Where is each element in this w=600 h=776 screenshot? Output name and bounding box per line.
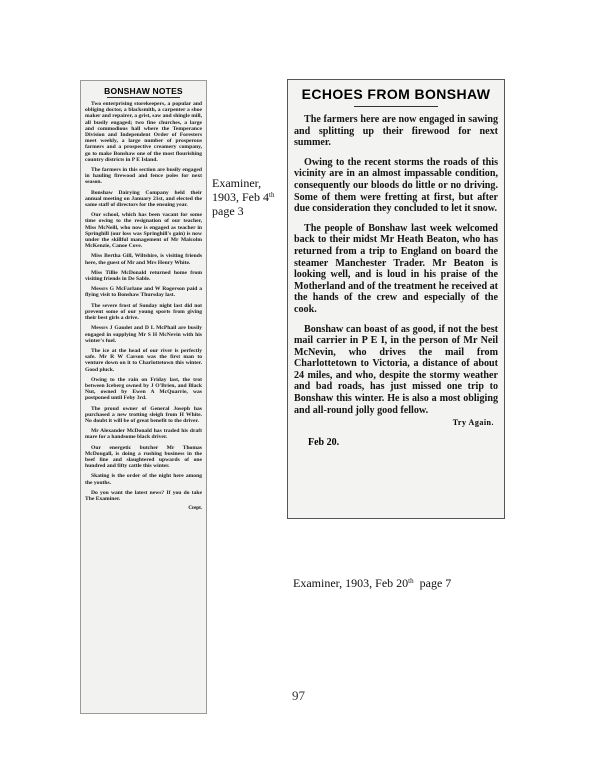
article-paragraph: The severe frost of Sunday night last did not prevent some of our young sports from giving their best girls a drive.	[85, 302, 202, 322]
article-paragraph: Our school, which has been vacant for some time owing to the resignation of our teacher, Miss McNeill, who now is engaged as teacher in Springhill (our loss was Springhill's gain) is now under the skillful management of Mr Malcolm McKenzie, Canoe Cove.	[85, 212, 202, 250]
article-paragraph: Owing to the rain on Friday last, the trot between Iceberg owned by J O'Brien, and Black Nut, owned by Ewen A McQuarrie, was postponed until Feby 3rd.	[85, 376, 202, 402]
caption-date: Examiner, 1903, Feb 20	[293, 576, 409, 590]
caption-line: page 3	[212, 204, 244, 218]
newspaper-clipping-bonshaw-notes	[80, 80, 207, 714]
article-paragraph: The proud owner of General Joseph has purchased a new trotting sleigh from H White. No doubt it will be of great benefit to the driver.	[85, 405, 202, 424]
caption-page: page 7	[413, 576, 452, 590]
newspaper-clipping-echoes-from-bonshaw	[287, 79, 505, 519]
title-rule	[354, 106, 438, 107]
article-paragraph: Miss Bertha Gill, Wiltshire, is visiting friends here, the guest of Mr and Mrs Henry White.	[85, 253, 202, 266]
article-paragraph: Skating is the order of the night here among the youths.	[85, 473, 202, 486]
caption-ordinal: th	[408, 577, 414, 585]
clipping-date: Feb 20.	[308, 437, 340, 449]
page-number: 97	[292, 688, 305, 703]
caption-line: Examiner,	[212, 176, 262, 190]
clipping-title: BONSHAW NOTES	[104, 86, 183, 96]
article-paragraph: Two enterprising storekeepers, a popular and obliging doctor, a blacksmith, a carpenter a shoe maker and repairer, a grist, saw and shingle mill, all busily engaged; two fine churches, a large and commodious hall where the Temperance Division and Independent Order of Foresters meet weekly, a large number of prosperous farmers and a prospective creamery company, go to make Bonshaw one of the most flourishing country districts in P E Island.	[85, 101, 202, 163]
article-paragraph: Messrs J Gaudet and D L McPhail are busily engaged in supplying Mr S H McNevin with his winter's fuel.	[85, 325, 202, 344]
caption-examiner-feb-20	[293, 576, 513, 590]
clipping-title: ECHOES FROM BONSHAW	[301, 86, 491, 102]
article-paragraph: The farmers in this section are busily engaged in hauling firewood and fence poles for next season.	[85, 167, 202, 186]
clipping-signature: Try Again.	[452, 418, 494, 428]
caption-line	[212, 190, 284, 204]
article-paragraph: Bonshaw can boast of as good, if not the best mail carrier in P E I, in the person of Mr Neil McNevin, who drives the mail from Charlottetown to Victoria, a distance of about 24 miles, and who, despite the stormy weather and bad roads, has just missed one trip to Bonshaw this winter. He is also a most obliging and all-round jolly good fellow.	[294, 323, 498, 416]
article-paragraph: The farmers here are now engaged in sawing and splitting up their firewood for next summer.	[294, 114, 498, 149]
article-paragraph: Bonshaw Dairying Company held their annual meeting on January 21st, and elected the same staff of directors for the ensuing year.	[85, 189, 202, 209]
caption-examiner-feb-4	[212, 176, 284, 218]
article-paragraph: Do you want the latest news? If you do take The Examiner.	[85, 489, 202, 502]
article-paragraph: Owing to the recent storms the roads of this vicinity are in an almost impassable condition, consequently our bloods do little or no driving. Some of them were fretting at first, but after due consideration they concluded to let it snow.	[294, 156, 498, 215]
title-rule	[107, 97, 180, 98]
clipping-signature: Crept.	[188, 506, 202, 512]
article-paragraph: Mr Alexander McDonald has traded his draft mare for a handsome black driver.	[85, 428, 202, 441]
article-paragraph: The people of Bonshaw last week welcomed back to their midst Mr Heath Beaton, who has returned from a trip to England on board the steamer Manchester Trader. Mr Beaton is looking well, and is loud in his praise of the Motherland and of the treatment he received at the hands of the crew and especially of the cook.	[294, 222, 498, 315]
caption-date: 1903, Feb 4	[212, 190, 269, 204]
article-paragraph: Miss Tillie McDonald returned home from visiting friends in De Sable.	[85, 269, 202, 283]
caption-ordinal: th	[269, 191, 275, 199]
article-paragraph: Our energetic butcher Mr Thomas McDougall, is doing a rushing business in the beef line and slaughtered upwards of one hundred and fifty cattle this winter.	[85, 444, 202, 470]
article-paragraph: Messrs G McFarlane and W Rogerson paid a flying visit to Bonshaw Thursday last.	[85, 286, 202, 299]
article-paragraph: The ice at the head of our river is perfectly safe. Mr R W Carson was the first man to venture down on it to Charlottetown this winter. Good pluck.	[85, 347, 202, 373]
